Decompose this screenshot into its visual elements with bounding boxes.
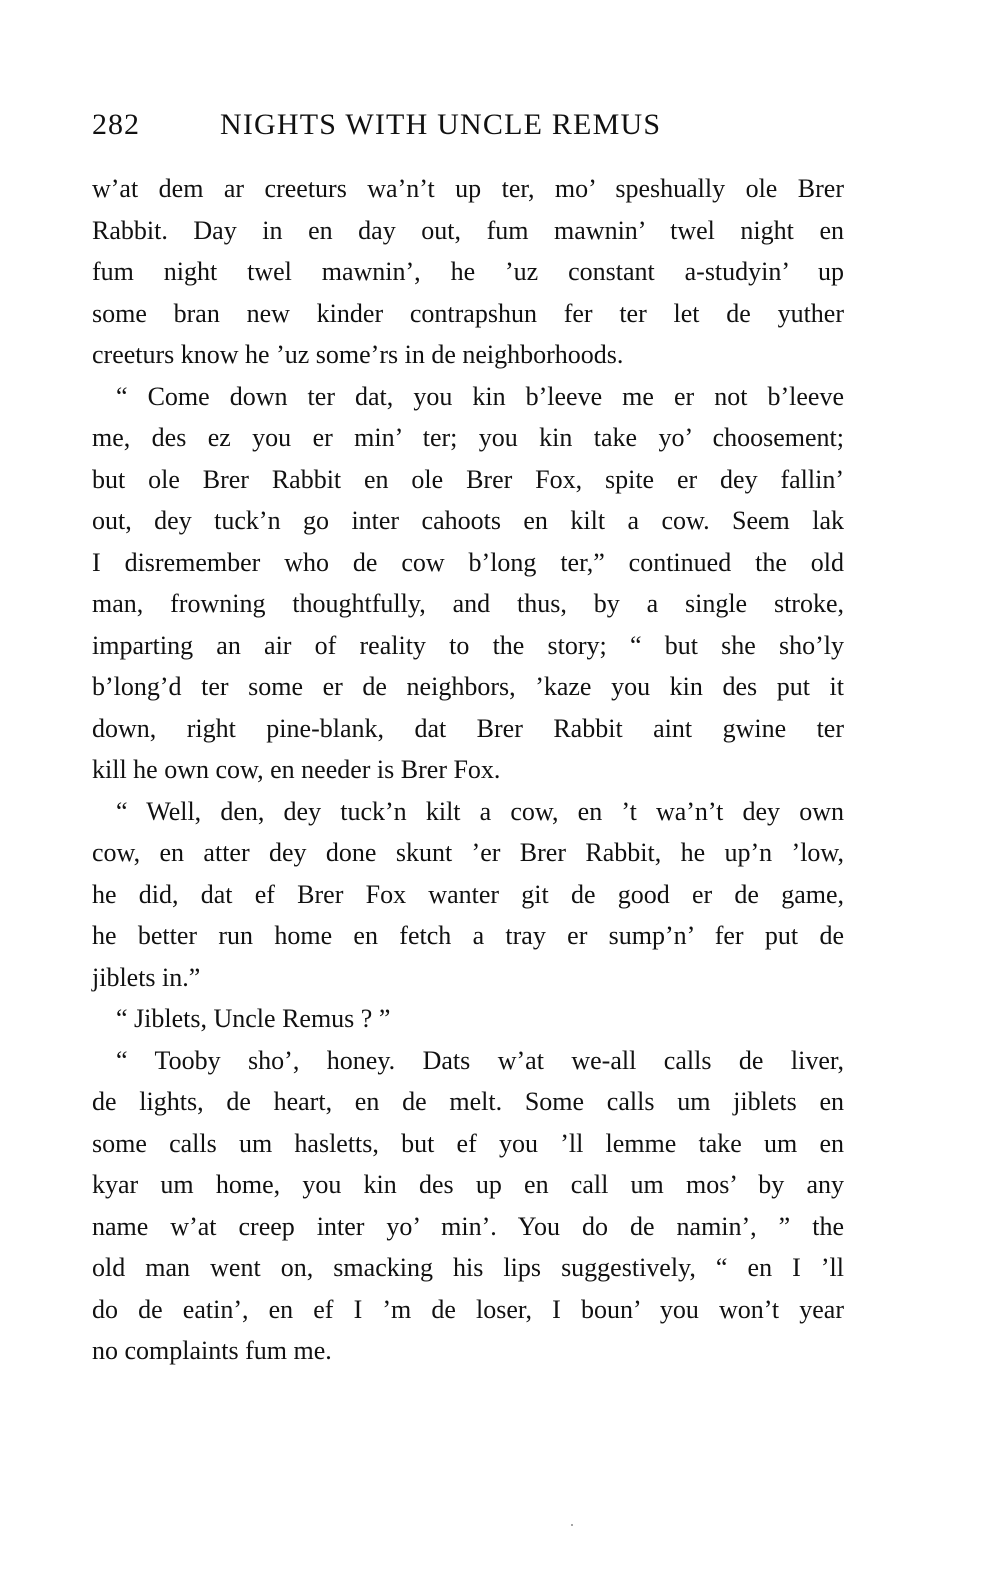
text-line: kill he own cow, en needer is Brer Fox. [92,755,501,784]
text-line: out, dey tuck’n go inter cahoots en kilt a cow. Seem lak [92,506,844,535]
text-line: Rabbit. Day in en day out, fum mawnin’ twel night en [92,215,844,245]
text-line: de lights, de heart, en de melt. Some calls um jiblets en [92,1087,844,1116]
text-line: creeturs know he ’uz some’rs in de neighborhoods. [92,340,624,369]
text-line: but ole Brer Rabbit en ole Brer Fox, spite er dey fallin’ [92,464,844,494]
text-line: name w’at creep inter yo’ min’. You do de namin’, ” the [92,1211,844,1241]
running-head: NIGHTS WITH UNCLE REMUS [220,108,662,141]
text-line: “ Come down ter dat, you kin b’leeve me er not b’leeve [116,381,844,411]
text-line: man, frowning thoughtfully, and thus, by a single stroke, [92,589,844,618]
body-text [92,168,844,1372]
text-line: “ Well, den, dey tuck’n kilt a cow, en ’t wa’n’t dey own [116,796,844,826]
text-line: kyar um home, you kin des up en call um mos’ by any [92,1170,844,1199]
text-line: imparting an air of reality to the story; “ but she sho’ly [92,630,844,660]
text-line: he did, dat ef Brer Fox wanter git de good er de game, [92,879,844,909]
text-line: jiblets in.” [92,962,201,992]
text-line: some bran new kinder contrapshun fer ter let de yuther [92,298,844,328]
text-line: old man went on, smacking his lips suggestively, “ en I ’ll [92,1253,844,1282]
text-line: do de eatin’, en ef I ’m de loser, I boun’ you won’t year [92,1294,844,1324]
text-line: me, des ez you er min’ ter; you kin take yo’ choosement; [92,423,844,452]
text-line: no complaints fum me. [92,1336,332,1365]
page-header [92,108,852,152]
text-line: cow, en atter dey done skunt ’er Brer Rabbit, he up’n ’low, [92,838,844,867]
text-line: down, right pine-blank, dat Brer Rabbit aint gwine ter [92,713,844,743]
text-line: “ Jiblets, Uncle Remus ? ” [116,1004,391,1033]
text-line: he better run home en fetch a tray er sump’n’ fer put de [92,921,844,950]
page-number: 282 [92,108,140,141]
text-line: some calls um hasletts, but ef you ’ll lemme take um en [92,1128,844,1158]
text-line: I disremember who de cow b’long ter,” continued the old [92,547,844,577]
text-line: “ Tooby sho’, honey. Dats w’at we-all calls de liver, [116,1045,844,1075]
text-line: b’long’d ter some er de neighbors, ’kaze you kin des put it [92,672,844,701]
text-line: w’at dem ar creeturs wa’n’t up ter, mo’ speshually ole Brer [92,174,844,203]
paper-speck [571,1524,573,1526]
text-line: fum night twel mawnin’, he ’uz constant a-studyin’ up [92,257,844,286]
